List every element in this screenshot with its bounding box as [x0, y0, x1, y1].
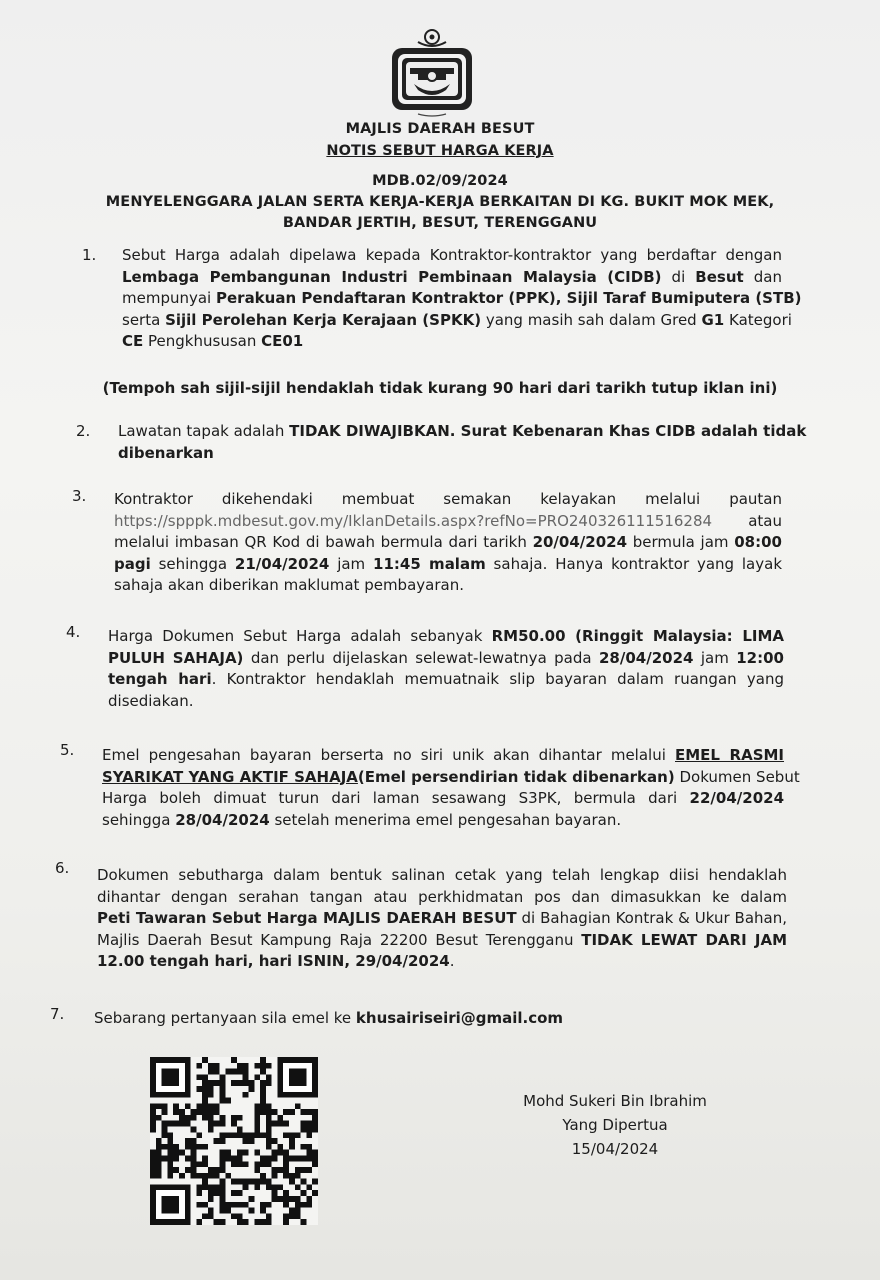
- reference-number: MDB.02/09/2024: [372, 173, 508, 189]
- paragraph-line: melalui imbasan QR Kod di bawah bermula dari tarikh 20/04/2024 bermula jam 08:00: [114, 533, 782, 551]
- item-2-text: [118, 421, 807, 464]
- paragraph-line: 12.00 tengah hari, hari ISNIN, 29/04/2024.: [97, 952, 455, 970]
- paragraph-line: SYARIKAT YANG AKTIF SAHAJA(Emel persendirian tidak dibenarkan) Dokumen Sebut: [102, 767, 800, 786]
- item-7-number: 7.: [50, 1005, 65, 1023]
- subject-line-1: MENYELENGGARA JALAN SERTA KERJA-KERJA BERKAITAN DI KG. BUKIT MOK MEK,: [105, 194, 775, 210]
- paragraph-line: CE Pengkhususan CE01: [122, 332, 304, 350]
- item-4-number: 4.: [66, 623, 81, 641]
- item-6-number: 6.: [55, 859, 70, 877]
- subject-line-2: BANDAR JERTIH, BESUT, TERENGGANU: [282, 215, 598, 231]
- paragraph-line: Sebarang pertanyaan sila emel ke khusairiseiri@gmail.com: [94, 1009, 564, 1027]
- signature-date: 15/04/2024: [571, 1140, 659, 1158]
- item-3-text: [114, 489, 782, 597]
- signatory-title: Yang Dipertua: [562, 1116, 668, 1134]
- paragraph-line: Sebut Harga adalah dipelawa kepada Kontraktor-kontraktor yang berdaftar dengan: [122, 246, 782, 264]
- paragraph-line: serta Sijil Perolehan Kerja Kerajaan (SPKK) yang masih sah dalam Gred G1 Kategori: [122, 310, 792, 329]
- item-1-text: [122, 245, 802, 353]
- paragraph-line: PULUH SAHAJA) dan perlu dijelaskan selewat-lewatnya pada 28/04/2024 jam 12:00: [108, 648, 784, 667]
- paragraph-line: Lawatan tapak adalah TIDAK DIWAJIBKAN. Surat Kebenaran Khas CIDB adalah tidak: [118, 422, 807, 440]
- paragraph-line: Dokumen sebutharga dalam bentuk salinan cetak yang telah lengkap diisi hendaklah: [97, 866, 787, 884]
- signatory-name: Mohd Sukeri Bin Ibrahim: [523, 1092, 707, 1110]
- item-5-number: 5.: [60, 741, 75, 759]
- paragraph-line: dihantar dengan serahan tangan atau perkhidmatan pos dan dimasukkan ke dalam: [97, 887, 787, 906]
- item-6-text: [97, 865, 787, 973]
- paragraph-line: Kontraktor dikehendaki membuat semakan kelayakan melalui pautan: [114, 490, 782, 508]
- paragraph-line: pagi sehingga 21/04/2024 jam 11:45 malam sahaja. Hanya kontraktor yang layak: [114, 554, 783, 573]
- item-1-number: 1.: [82, 246, 97, 264]
- org-name: MAJLIS DAERAH BESUT: [345, 121, 535, 137]
- item-4-text: [108, 626, 784, 712]
- paragraph-line: mempunyai Perakuan Pendaftaran Kontraktor (PPK), Sijil Taraf Bumiputera (STB): [122, 289, 802, 307]
- paragraph-line: Emel pengesahan bayaran berserta no siri unik akan dihantar melalui EMEL RASMI: [102, 746, 785, 764]
- paragraph-line: https://spppk.mdbesut.gov.my/IklanDetails.aspx?refNo=PRO240326111516284 atau: [114, 511, 782, 530]
- paragraph-line: Peti Tawaran Sebut Harga MAJLIS DAERAH BESUT di Bahagian Kontrak & Ukur Bahan,: [97, 909, 787, 927]
- item-5-text: [102, 745, 800, 831]
- paragraph-line: Harga Dokumen Sebut Harga adalah sebanyak RM50.00 (Ringgit Malaysia: LIMA: [108, 627, 784, 645]
- qr-code[interactable]: [150, 1055, 318, 1227]
- notice-title: NOTIS SEBUT HARGA KERJA: [326, 143, 554, 159]
- paragraph-line: sehingga 28/04/2024 setelah menerima emel pengesahan bayaran.: [102, 810, 622, 829]
- paragraph-line: dibenarkan: [118, 443, 214, 462]
- paragraph-line: Harga boleh dimuat turun dari laman sesawang S3PK, bermula dari 22/04/2024: [102, 789, 784, 807]
- paragraph-line: tengah hari. Kontraktor hendaklah memuatnaik slip bayaran dalam ruangan yang: [108, 670, 784, 688]
- item-7-text: [94, 1008, 694, 1030]
- paragraph-line: Majlis Daerah Besut Kampung Raja 22200 Besut Terengganu TIDAK LEWAT DARI JAM: [97, 930, 787, 949]
- item-3-number: 3.: [72, 487, 87, 505]
- item-2-number: 2.: [76, 422, 91, 440]
- council-crest-logo: [388, 28, 476, 120]
- eligibility-link[interactable]: https://spppk.mdbesut.gov.my/IklanDetails.aspx?refNo=PRO240326111516284: [114, 511, 713, 530]
- paragraph-line: sahaja akan diberikan maklumat pembayaran.: [114, 576, 464, 594]
- item-1-note: (Tempoh sah sijil-sijil hendaklah tidak kurang 90 hari dari tarikh tutup iklan ini): [102, 379, 778, 397]
- paragraph-line: Lembaga Pembangunan Industri Pembinaan Malaysia (CIDB) di Besut dan: [122, 267, 782, 286]
- paragraph-line: disediakan.: [108, 691, 194, 710]
